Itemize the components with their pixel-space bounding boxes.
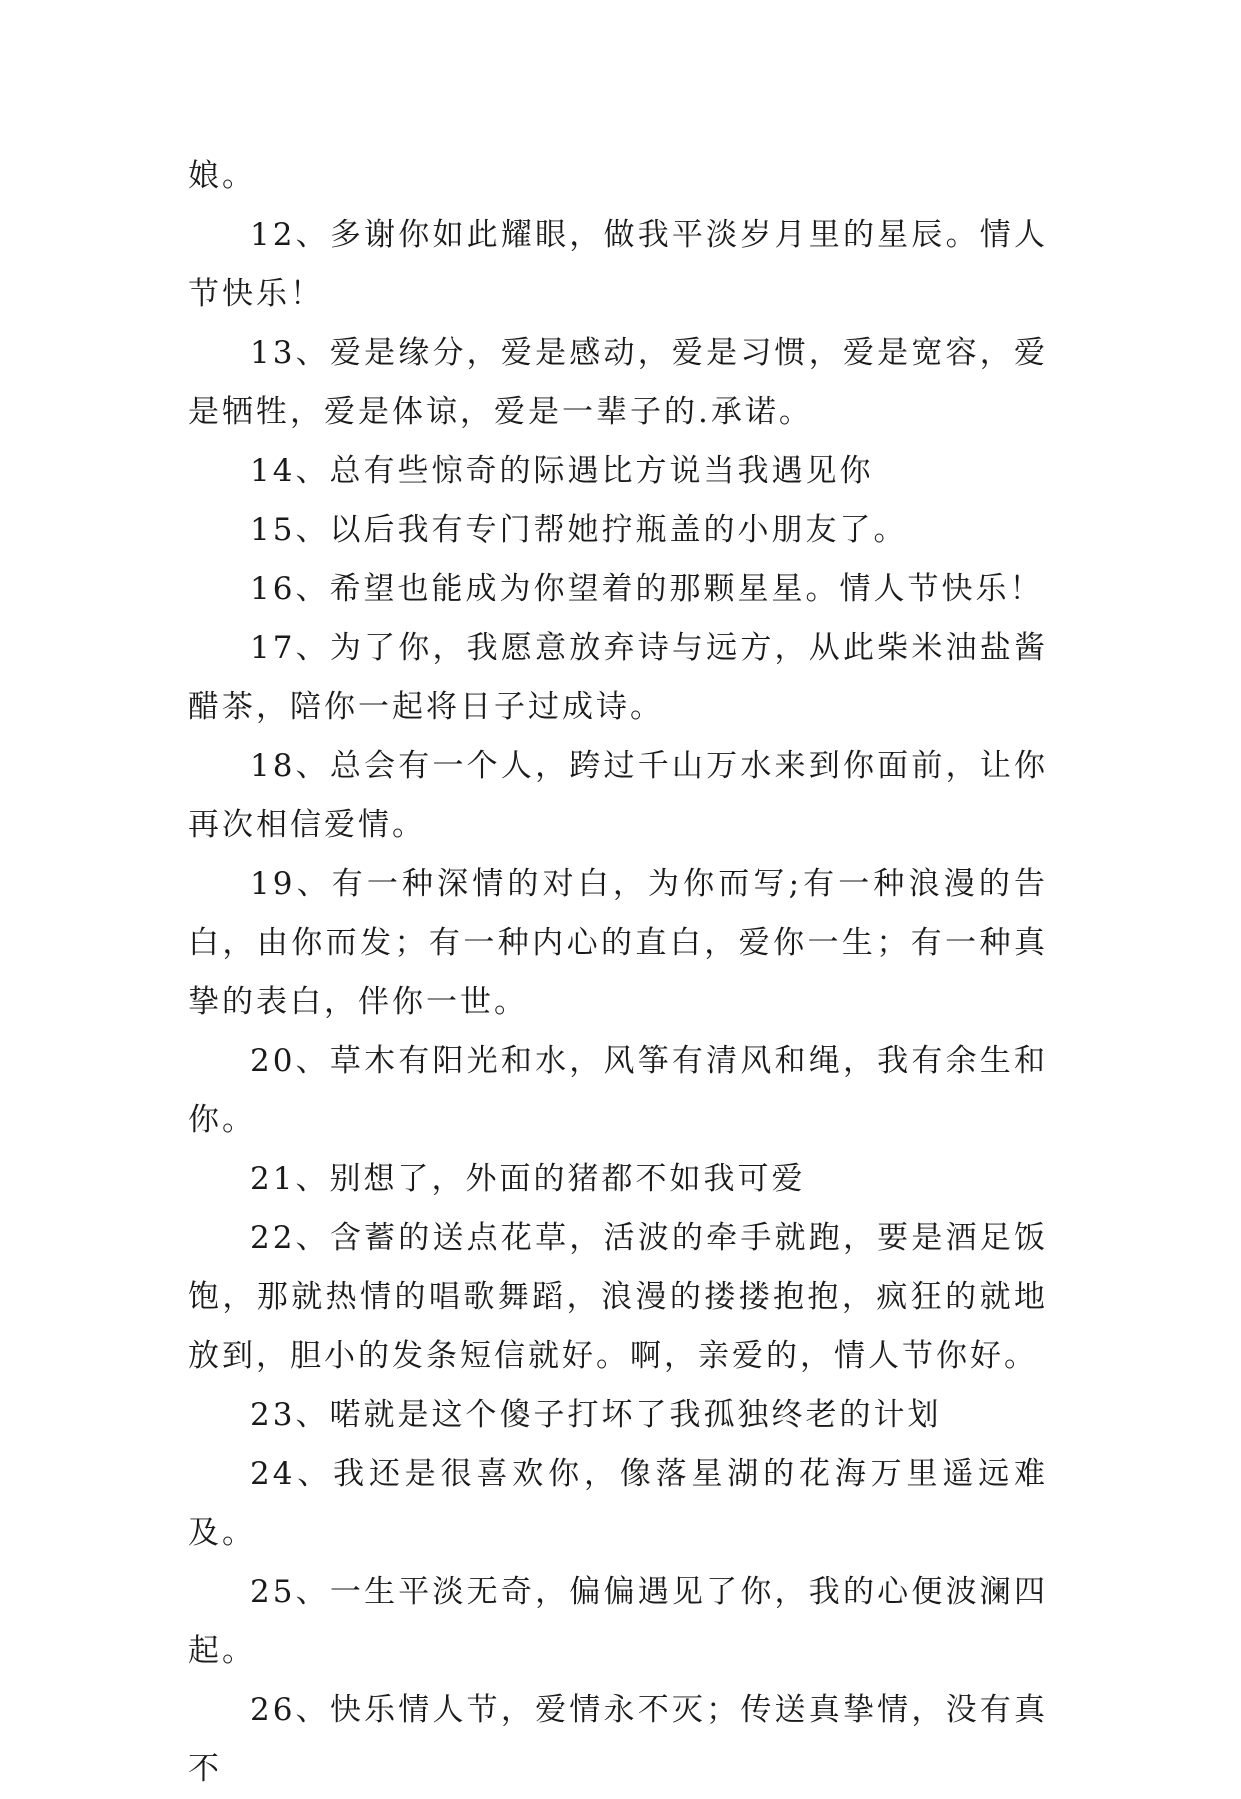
paragraph-13: 13、爱是缘分，爱是感动，爱是习惯，爱是宽容，爱是牺牲，爱是体谅，爱是一辈子的.承诺。 <box>188 335 1048 430</box>
paragraph-20: 20、草木有阳光和水，风筝有清风和绳，我有余生和你。 <box>188 1043 1048 1138</box>
paragraph-19: 19、有一种深情的对白，为你而写;有一种浪漫的告白，由你而发；有一种内心的直白，爱你一生；有一种真挚的表白，伴你一世。 <box>188 866 1048 1020</box>
paragraph-18: 18、总会有一个人，跨过千山万水来到你面前，让你再次相信爱情。 <box>188 748 1048 843</box>
paragraph-23: 23、喏就是这个傻子打坏了我孤独终老的计划 <box>250 1397 942 1433</box>
paragraph-17: 17、为了你，我愿意放弃诗与远方，从此柴米油盐酱醋茶，陪你一起将日子过成诗。 <box>188 630 1048 725</box>
paragraph-15: 15、以后我有专门帮她拧瓶盖的小朋友了。 <box>250 512 908 548</box>
document-body <box>188 147 1048 1799</box>
paragraph-12: 12、多谢你如此耀眼，做我平淡岁月里的星辰。情人节快乐！ <box>188 217 1048 312</box>
paragraph-21: 21、别想了，外面的猪都不如我可爱 <box>250 1161 806 1197</box>
paragraph-continuation: 娘。 <box>188 158 256 194</box>
paragraph-26: 26、快乐情人节，爱情永不灭；传送真挚情，没有真不 <box>188 1692 1048 1787</box>
paragraph-25: 25、一生平淡无奇，偏偏遇见了你，我的心便波澜四起。 <box>188 1574 1048 1669</box>
paragraph-14: 14、总有些惊奇的际遇比方说当我遇见你 <box>250 453 874 489</box>
paragraph-22: 22、含蓄的送点花草，活波的牵手就跑，要是酒足饭饱，那就热情的唱歌舞蹈，浪漫的搂搂抱抱，疯狂的就地放到，胆小的发条短信就好。啊，亲爱的，情人节你好。 <box>188 1220 1048 1374</box>
paragraph-16: 16、希望也能成为你望着的那颗星星。情人节快乐！ <box>250 571 1044 607</box>
paragraph-24: 24、我还是很喜欢你，像落星湖的花海万里遥远难及。 <box>188 1456 1048 1551</box>
